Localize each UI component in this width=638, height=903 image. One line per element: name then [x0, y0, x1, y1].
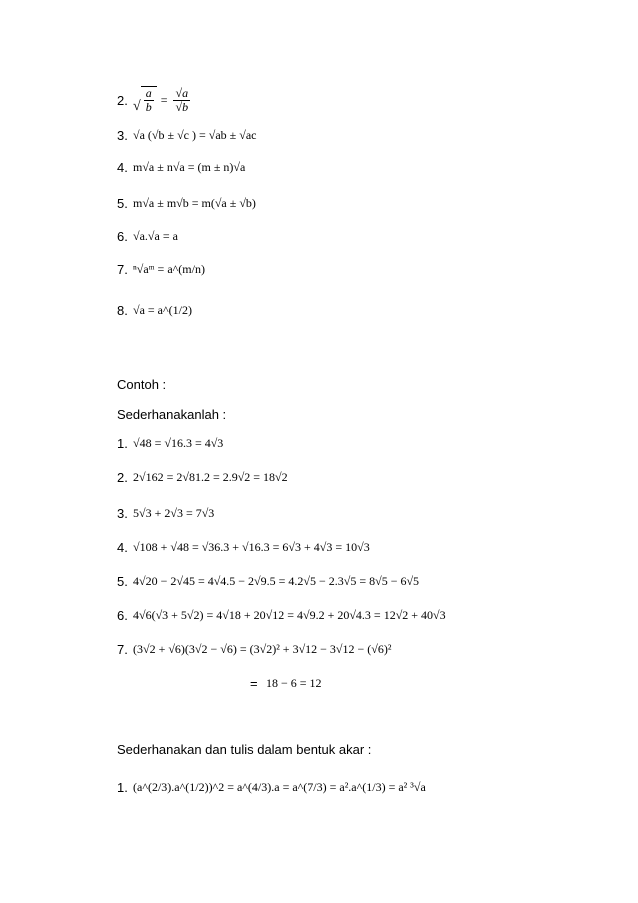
example-number: 6. [117, 608, 128, 623]
example-formula: √48 = √16.3 = 4√3 [133, 436, 224, 450]
rule-number: 6. [117, 229, 128, 244]
rule-7 [117, 262, 205, 277]
example-1 [117, 436, 223, 451]
tulis-heading: Sederhanakan dan tulis dalam bentuk akar : [117, 742, 372, 757]
example-formula: 5√3 + 2√3 = 7√3 [133, 506, 215, 520]
rule-3 [117, 128, 257, 143]
rule-formula: √ $\frac{a}{b}$ = $\frac{√a}{√b}$ [133, 85, 189, 115]
example-number: 4. [117, 540, 128, 555]
example-4 [117, 540, 370, 555]
example-number: 2. [117, 470, 128, 485]
rule-number: 2. [117, 92, 128, 108]
final-number: 1. [117, 780, 128, 795]
rule-formula: √a (√b ± √c ) = √ab ± √ac [133, 128, 257, 142]
final-example-1 [117, 780, 426, 795]
example-7 [117, 642, 391, 657]
example-formula: 2√162 = 2√81.2 = 2.9√2 = 18√2 [133, 470, 288, 484]
example-7-result [250, 676, 322, 691]
rule-number: 3. [117, 128, 128, 143]
example-6 [117, 608, 446, 623]
rule-6 [117, 229, 178, 244]
example-number: 7. [117, 642, 128, 657]
example-number: 3. [117, 506, 128, 521]
example-3 [117, 506, 214, 521]
rule-4 [117, 160, 245, 175]
rule-5 [117, 196, 256, 211]
rule-formula: ⁿ√aᵐ = a^(m/n) [133, 262, 205, 276]
rule-formula: √a.√a = a [133, 229, 178, 243]
rule-formula: m√a ± n√a = (m ± n)√a [133, 160, 246, 174]
example-number: 5. [117, 574, 128, 589]
final-formula: (a^(2/3).a^(1/2))^2 = a^(4/3).a = a^(7/3) = a².a^(1/3) = a² ³√a [133, 780, 426, 794]
contoh-heading: Contoh : [117, 377, 167, 392]
rule-number: 8. [117, 303, 128, 318]
rule-formula: m√a ± m√b = m(√a ± √b) [133, 196, 256, 210]
example-formula: (3√2 + √6)(3√2 − √6) = (3√2)² + 3√12 − 3√12 − (√6)² [133, 642, 392, 656]
example-formula: 4√20 − 2√45 = 4√4.5 − 2√9.5 = 4.2√5 − 2.3√5 = 8√5 − 6√5 [133, 574, 420, 588]
rule-2 [117, 86, 192, 114]
example-2 [117, 470, 288, 485]
example-formula: √108 + √48 = √36.3 + √16.3 = 6√3 + 4√3 = 10√3 [133, 540, 370, 554]
sederhanakan-heading: Sederhanakanlah : [117, 407, 227, 422]
example-formula: 18 − 6 = 12 [266, 676, 322, 690]
example-number: 1. [117, 436, 128, 451]
equals-sign: = [250, 676, 258, 691]
example-formula: 4√6(√3 + 5√2) = 4√18 + 20√12 = 4√9.2 + 20√4.3 = 12√2 + 40√3 [133, 608, 446, 622]
rule-number: 5. [117, 196, 128, 211]
rule-formula: √a = a^(1/2) [133, 303, 192, 317]
rule-number: 4. [117, 160, 128, 175]
rule-number: 7. [117, 262, 128, 277]
example-5 [117, 574, 419, 589]
rule-8 [117, 303, 192, 318]
